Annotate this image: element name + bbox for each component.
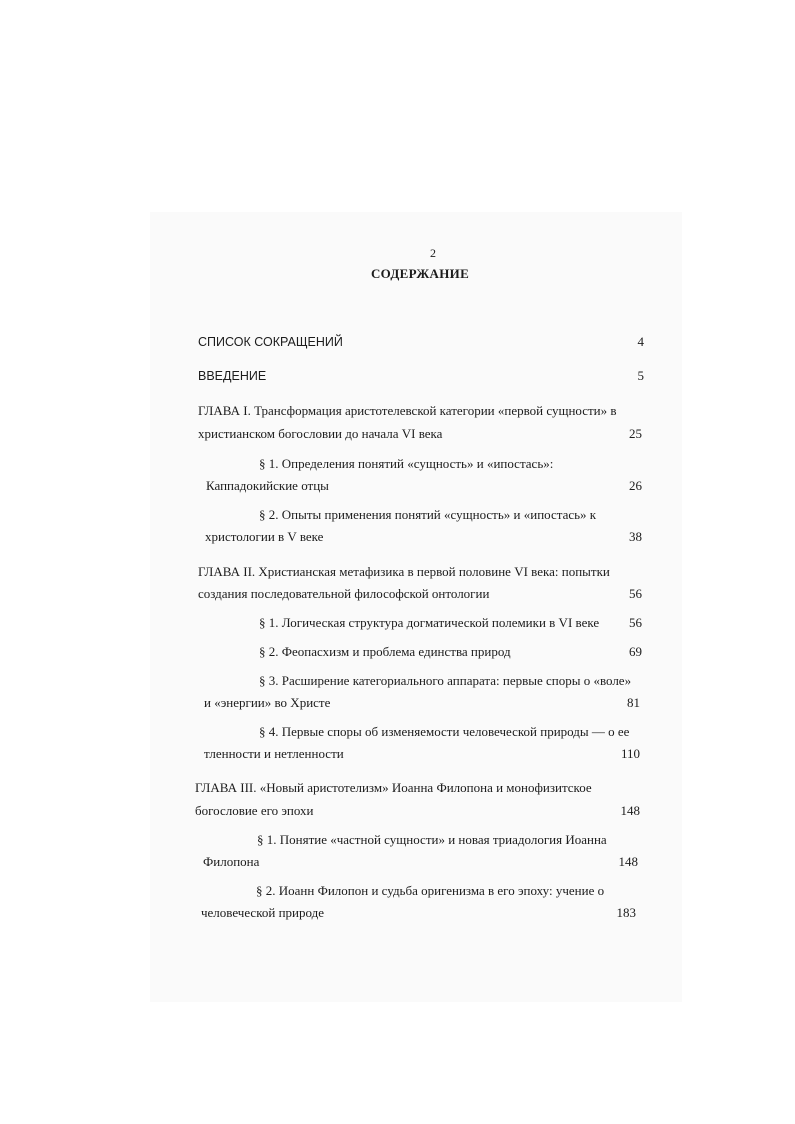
- toc-chapter-line: христианском богословии до начала VI века: [198, 426, 443, 441]
- toc-page-number: 81: [627, 695, 640, 710]
- toc-section-line: § 1. Понятие «частной сущности» и новая триадология Иоанна: [257, 832, 607, 847]
- toc-page-number: 148: [618, 854, 638, 869]
- toc-section-line: § 4. Первые споры об изменяемости человеческой природы — о ее: [259, 724, 630, 739]
- toc-chapter-line: ГЛАВА III. «Новый аристотелизм» Иоанна Филопона и монофизитское: [195, 780, 592, 795]
- toc-page-number: 69: [629, 644, 642, 659]
- toc-section-line: христологии в V веке: [205, 529, 324, 544]
- toc-entry-line: СПИСОК СОКРАЩЕНИЙ: [198, 335, 343, 349]
- toc-page-number: 25: [629, 426, 642, 441]
- toc-chapter-line: ГЛАВА II. Христианская метафизика в первой половине VI века: попытки: [198, 564, 610, 579]
- page-number: 2: [430, 246, 436, 260]
- toc-page-number: 148: [620, 803, 640, 818]
- toc-section-line: § 1. Логическая структура догматической полемики в VI веке: [259, 615, 600, 630]
- toc-section-line: человеческой природе: [201, 905, 324, 920]
- toc-section-line: Каппадокийские отцы: [206, 478, 329, 493]
- toc-chapter-line: создания последовательной философской онтологии: [198, 586, 490, 601]
- toc-chapter-line: ГЛАВА I. Трансформация аристотелевской категории «первой сущности» в: [198, 403, 617, 418]
- toc-section-line: тленности и нетленности: [204, 746, 344, 761]
- toc-section-line: § 2. Иоанн Филопон и судьба оригенизма в его эпоху: учение о: [256, 883, 605, 898]
- page-title: СОДЕРЖАНИЕ: [370, 266, 470, 281]
- toc-section-line: § 1. Определения понятий «сущность» и «ипостась»:: [259, 456, 554, 471]
- toc-page-number: 38: [629, 529, 642, 544]
- toc-page-number: 5: [637, 368, 644, 383]
- toc-section-line: § 2. Опыты применения понятий «сущность» и «ипостась» к: [259, 507, 597, 522]
- toc-section-line: § 3. Расширение категориального аппарата: первые споры о «воле»: [259, 673, 632, 688]
- toc-page-number: 56: [629, 615, 642, 630]
- toc-entry-line: ВВЕДЕНИЕ: [198, 369, 267, 383]
- toc-section-line: Филопона: [203, 854, 260, 869]
- toc-page-number: 26: [629, 478, 642, 493]
- toc-page-number: 110: [620, 746, 640, 761]
- toc-page-number: 183: [616, 905, 636, 920]
- toc-page-number: 56: [629, 586, 642, 601]
- toc-chapter-line: богословие его эпохи: [195, 803, 314, 818]
- toc-page-number: 4: [637, 334, 644, 349]
- toc-section-line: и «энергии» во Христе: [204, 695, 331, 710]
- toc-section-line: § 2. Феопасхизм и проблема единства природ: [259, 644, 511, 659]
